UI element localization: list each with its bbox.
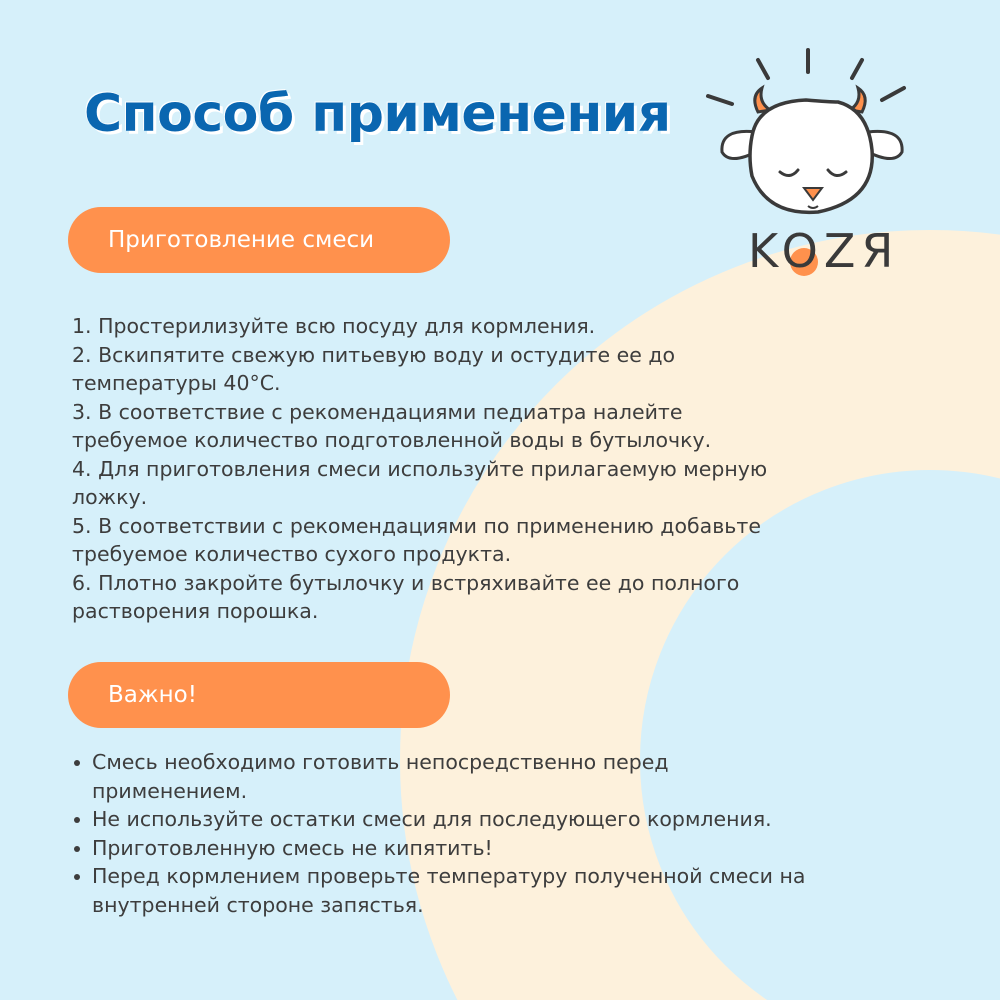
note-item (72, 748, 732, 805)
important-notes-list (72, 748, 832, 919)
bullet-dot-icon (74, 874, 80, 880)
note-text: Приготовленную смесь не кипятить! (92, 835, 493, 860)
section-header-preparation (68, 207, 450, 273)
step-item: 2. Вскипятите свежую питьевую воду и остудите ее до температуры 40°С. (72, 342, 676, 395)
note-text: Не используйте остатки смеси для последующего кормления. (92, 807, 772, 831)
note-text: Смесь необходимо готовить непосредственно перед применением. (92, 750, 669, 803)
note-text: Перед кормлением проверьте температуру полученной смеси на внутренней стороне запястья. (92, 864, 806, 917)
note-item (72, 862, 852, 919)
section-header-preparation-label: Приготовление смеси (108, 227, 375, 253)
bullet-dot-icon (74, 817, 80, 823)
bullet-dot-icon (74, 846, 80, 852)
step-item: 3. В соответствие с рекомендациями педиатра налейте требуемое количество подготовленной воды в бутылочку. (72, 399, 712, 452)
step-item: 6. Плотно закройте бутылочку и встряхивайте ее до полного растворения порошка. (72, 570, 740, 623)
note-item (72, 834, 832, 863)
note-item (72, 805, 832, 834)
step-item: 1. Простерилизуйте всю посуду для кормления. (72, 314, 596, 338)
section-header-important-label: Важно! (108, 682, 197, 708)
page-title: Способ применения (84, 84, 671, 144)
brand-logo-text: KOZЯ (748, 224, 900, 278)
bullet-dot-icon (74, 760, 80, 766)
step-item: 5. В соответствии с рекомендациями по применению добавьте требуемое количество сухого продукта. (72, 513, 761, 566)
step-item: 4. Для приготовления смеси используйте прилагаемую мерную ложку. (72, 456, 768, 509)
section-header-important (68, 662, 450, 728)
preparation-steps-list (72, 312, 832, 626)
